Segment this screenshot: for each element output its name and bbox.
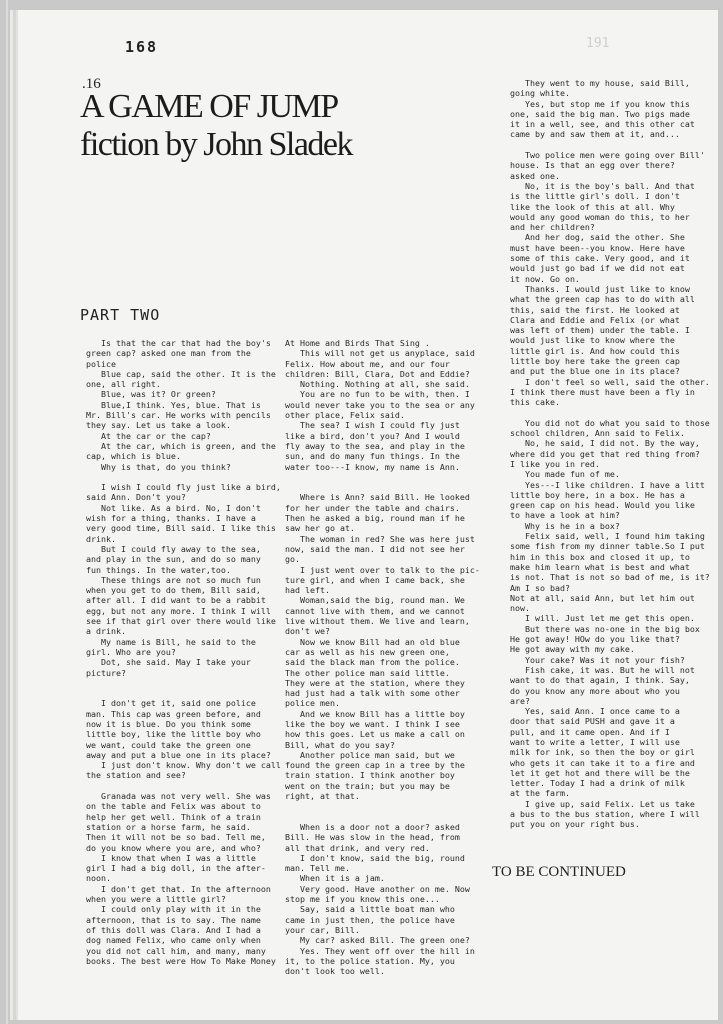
title-line-2: fiction by John Sladek <box>80 126 353 163</box>
part-heading: PART TWO <box>80 306 161 324</box>
page-number: 168 <box>125 38 159 56</box>
page-stack-edge <box>6 0 8 1024</box>
text-column-3: They went to my house, said Bill, going white. Yes, but stop me if you know this one, said the big man. Two pigs made it in a well, see, and this other cat came by and saw them at it, and... Two police men were going over Bill' house. Is that an egg over there? asked one. No, it is the boy's ball. And that is the little girl's doll. I don't like the look of this at all. Why would any good woman do this, to her and her children? And her dog, said the other. She must have been--you know. Here have some of this cake. Very good, and it would just go bad if we did not eat it now. Go on. Thanks. I would just like to know what the green cap has to do with all this, said the first. He looked at Clara and Eddie and Felix (or what was left of them) under the table. I would just like to know where the little girl is. And how could this little boy here take the green cap and put the blue one in its place? I don't feel so well, said the other. I think there must have been a fly in this cake. You did not do what you said to those school children, Ann said to Felix. No, he said, I did not. By the way, where did you get that red thing from? I like you in red. You made fun of me. Yes---I like children. I have a litt little boy here, in a box. He has a green cap on his head. Would you like to have a look at him? Why is he in a box? Felix said, well, I found him taking some fish from my dinner table.So I put him in this box and closed it up, to make him learn what is best and what is not. That is not so bad of me, is it? Am I so bad? Not at all, said Ann, but let him out now. I will. Just let me get this open. But there was no-one in the big box He got away! HOw do you like that? He got away with my cake. Your cake? Was it not your fish? Fish cake, it was. But he will not want to do that again, I think. Say, do you know any more about who you are? Yes, said Ann. I once came to a door that said PUSH and gave it a pull, and it came open. And if I want to write a letter, I will use milk for ink, so then the boy or girl who gets it can take it to a fire and let it get hot and there will be the letter. Today I had a drink of milk at the farm. I give up, said Felix. Let us take a bus to the bus station, where I will put you on your right bus. <box>510 78 710 830</box>
title-line-1: A GAME OF JUMP <box>80 88 338 125</box>
faint-page-number: 191 <box>586 36 610 51</box>
story-number: .16 <box>82 76 101 92</box>
text-column-1: Is that the car that had the boy's green cap? asked one man from the police Blue cap, said the other. It is the one, all right. Blue, was it? Or green? Blue,I think. Yes, blue. That is Mr. Bill's car. He works with pencils they say. Let us take a look. At the car or the cap? At the car, which is green, and the cap, which is blue. Why is that, do you think? I wish I could fly just like a bird, said Ann. Don't you? Not like. As a bird. No, I don't wish for a thing, thanks. I have a very good time, Bill said. I like this drink. But I could fly away to the sea, and play in the sun, and do so many fun things. In the water,too. These things are not so much fun when you get to do them, Bill said, after all. I did want to be a rabbit egg, but not any more. I think I will see if that girl over there would like a drink. My name is Bill, he said to the girl. Who are you? Dot, she said. May I take your picture? I don't get it, said one police man. This cap was green before, and now it is blue. Do you think some little boy, like the little boy who we want, could take the green one away and put a blue one in its place? I just don't know. Why don't we call the station and see? Granada was not very well. She was on the table and Felix was about to help her get well. Think of a train station or a horse farm, he said. Then it will not be so bad. Tell me, do you know where you are, and who? I know that when I was a little girl I had a big doll, in the after- noon. I don't get that. In the afternoon when you were a little girl? I could only play with it in the afternoon, that is to say. The name of this doll was Clara. And I had a dog named Felix, who came only when you did not call him, and many, many books. The best were How To Make Money <box>86 338 281 966</box>
text-column-2: At Home and Birds That Sing . This will not get us anyplace, said Felix. How about me, and our four children: Bill, Clara, Dot and Eddie? Nothing. Nothing at all, she said. You are no fun to be with, then. I would never take you to the sea or any other place, Felix said. The sea? I wish I could fly just like a bird, don't you? And I would fly away to the sea, and play in the sun, and do many fun things. In the water too---I know, my name is Ann. Where is Ann? said Bill. He looked for her under the table and chairs. Then he asked a big, round man if he saw her go at. The woman in red? She was here just now, said the man. I did not see her go. I just went over to talk to the pic- ture girl, and when I came back, she had left. Woman,said the big, round man. We cannot live with them, and we cannot live without them. We live and learn, don't we? Now we know Bill had an old blue car as well as his new green one, said the black man from the police. The other police man said little. They were at the station, where they had just had a talk with some other police men. And we know Bill has a little boy like the boy we want. I think I see how this goes. Let us make a call on Bill, what do you say? Another police man said, but we found the green cap in a tree by the train station. I think another boy went on the train; but you may be right, at that. When is a door not a door? asked Bill. He was slow in the head, from all that drink, and very red. I don't know, said the big, round man. Tell me. When it is a jam. Very good. Have another on me. Now stop me if you know this one... Say, said a little boat man who came in just then, the police have your car, Bill. My car? asked Bill. The green one? Yes. They went off over the hill in it, to the police station. My, you don't look too well. <box>285 338 480 977</box>
to-be-continued: TO BE CONTINUED <box>492 864 626 880</box>
story-title <box>80 88 480 164</box>
